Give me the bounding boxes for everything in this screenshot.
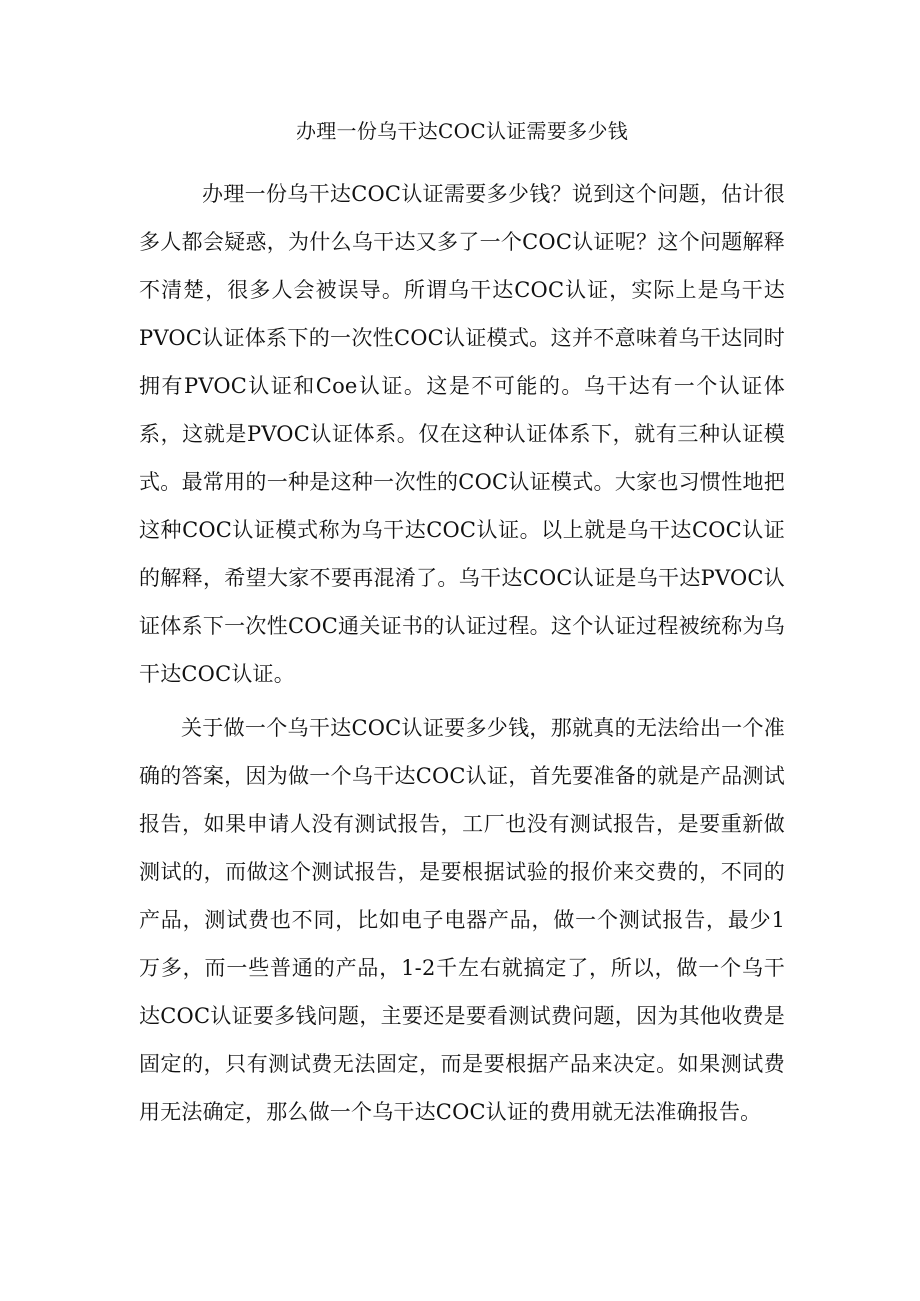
document-page — [139, 110, 785, 1136]
paragraph-1: 办理一份乌干达COC认证需要多少钱？说到这个问题，估计很多人都会疑惑，为什么乌干达又多了一个COC认证呢？这个问题解释不清楚，很多人会被误导。所谓乌干达COC认证，实际上是乌干达PVOC认证体系下的一次性COC认证模式。这并不意味着乌干达同时拥有PVOC认证和Coe认证。这是不可能的。乌干达有一个认证体系，这就是PVOC认证体系。仅在这种认证体系下，就有三种认证模式。最常用的一种是这种一次性的COC认证模式。大家也习惯性地把这种COC认证模式称为乌干达COC认证。以上就是乌干达COC认证的解释，希望大家不要再混淆了。乌干达COC认证是乌干达PVOC认证体系下一次性COC通关证书的认证过程。这个认证过程被统称为乌干达COC认证。 — [139, 182, 785, 686]
paragraph-2: 关于做一个乌干达COC认证要多少钱，那就真的无法给出一个准确的答案，因为做一个乌干达COC认证，首先要准备的就是产品测试报告，如果申请人没有测试报告，工厂也没有测试报告，是要重新做测试的，而做这个测试报告，是要根据试验的报价来交费的，不同的产品，测试费也不同，比如电子电器产品，做一个测试报告，最少1万多，而一些普通的产品，1-2千左右就搞定了，所以，做一个乌干达COC认证要多钱问题，主要还是要看测试费问题，因为其他收费是固定的，只有测试费无法固定，而是要根据产品来决定。如果测试费用无法确定，那么做一个乌干达COC认证的费用就无法准确报告。 — [139, 716, 785, 1124]
document-title: 办理一份乌干达COC认证需要多少钱 — [295, 119, 629, 143]
